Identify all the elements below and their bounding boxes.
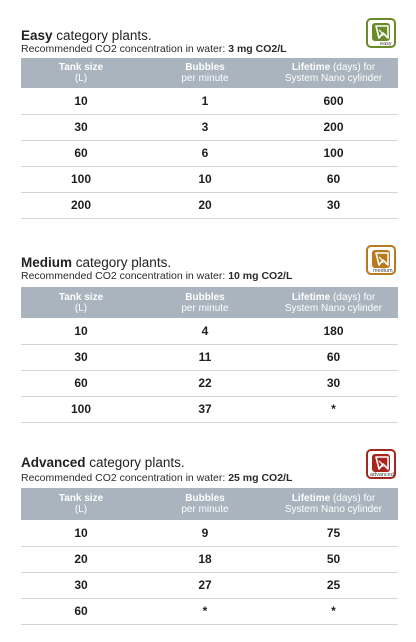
table-row xyxy=(21,520,398,546)
table-row xyxy=(21,114,398,140)
cell-tank-size: 10 xyxy=(21,520,141,546)
cell-bubbles: 20 xyxy=(141,192,269,218)
cell-bubbles: 37 xyxy=(141,396,269,422)
header-tank-size: Tank size (L) xyxy=(58,291,104,314)
badge-label: advanced xyxy=(370,472,394,478)
cell-bubbles: 6 xyxy=(141,140,269,166)
cell-lifetime: 75 xyxy=(269,520,398,546)
header-tank-size: Tank size (L) xyxy=(58,62,104,84)
cell-tank-size: 100 xyxy=(21,166,141,192)
header-lifetime: Lifetime (days) for System Nano cylinder xyxy=(284,493,383,515)
section-subtitle: Recommended CO2 concentration in water: 10 mg CO2/L xyxy=(21,270,293,282)
table-row xyxy=(21,396,398,422)
header-bubbles: Bubbles per minute xyxy=(181,62,229,84)
cell-tank-size: 60 xyxy=(21,370,141,396)
header-lifetime: Lifetime (days) for System Nano cylinder xyxy=(284,291,383,314)
cell-tank-size: 200 xyxy=(21,192,141,218)
cell-tank-size: 10 xyxy=(21,318,141,344)
cell-bubbles: 11 xyxy=(141,344,269,370)
table-row xyxy=(21,546,398,572)
easy-badge xyxy=(366,18,396,48)
header-lifetime: Lifetime (days) for System Nano cylinder xyxy=(284,62,383,84)
table-row xyxy=(21,572,398,598)
cell-lifetime: * xyxy=(269,598,398,624)
cell-tank-size: 100 xyxy=(21,396,141,422)
cell-bubbles: * xyxy=(141,598,269,624)
cell-tank-size: 30 xyxy=(21,344,141,370)
medium-badge xyxy=(366,245,396,275)
cell-tank-size: 30 xyxy=(21,572,141,598)
header-bubbles: Bubbles per minute xyxy=(181,493,229,515)
table-row xyxy=(21,88,398,114)
cell-lifetime: 600 xyxy=(269,88,398,114)
cell-bubbles: 3 xyxy=(141,114,269,140)
badge-label: easy xyxy=(380,41,392,47)
badge-label: medium xyxy=(373,268,393,274)
cell-tank-size: 10 xyxy=(21,88,141,114)
cell-lifetime: 50 xyxy=(269,546,398,572)
cell-lifetime: 60 xyxy=(269,344,398,370)
cell-lifetime: 100 xyxy=(269,140,398,166)
table-header-row xyxy=(21,488,398,520)
advanced-table-body xyxy=(21,520,398,624)
section-subtitle: Recommended CO2 concentration in water: 25 mg CO2/L xyxy=(21,472,293,484)
header-bubbles: Bubbles per minute xyxy=(181,291,229,314)
header-tank-size: Tank size (L) xyxy=(58,493,104,515)
cell-bubbles: 9 xyxy=(141,520,269,546)
cell-lifetime: * xyxy=(269,396,398,422)
table-header-row xyxy=(21,58,398,88)
cell-tank-size: 60 xyxy=(21,598,141,624)
section-title: Advanced category plants. xyxy=(21,455,185,470)
cell-bubbles: 1 xyxy=(141,88,269,114)
table-row xyxy=(21,166,398,192)
cell-bubbles: 4 xyxy=(141,318,269,344)
cell-lifetime: 30 xyxy=(269,370,398,396)
section-subtitle: Recommended CO2 concentration in water: 3 mg CO2/L xyxy=(21,43,287,55)
table-row xyxy=(21,370,398,396)
cell-tank-size: 30 xyxy=(21,114,141,140)
advanced-badge xyxy=(366,449,396,479)
section-title: Medium category plants. xyxy=(21,255,172,270)
table-row xyxy=(21,598,398,624)
cell-lifetime: 30 xyxy=(269,192,398,218)
table-row xyxy=(21,192,398,218)
advanced-table xyxy=(21,488,398,625)
cell-bubbles: 27 xyxy=(141,572,269,598)
medium-table xyxy=(21,287,398,423)
table-header-row xyxy=(21,287,398,318)
cell-bubbles: 22 xyxy=(141,370,269,396)
cell-tank-size: 60 xyxy=(21,140,141,166)
cell-lifetime: 60 xyxy=(269,166,398,192)
cell-lifetime: 180 xyxy=(269,318,398,344)
cell-lifetime: 25 xyxy=(269,572,398,598)
table-row xyxy=(21,140,398,166)
cell-tank-size: 20 xyxy=(21,546,141,572)
table-row xyxy=(21,344,398,370)
section-title: Easy category plants. xyxy=(21,28,152,43)
table-row xyxy=(21,318,398,344)
easy-table xyxy=(21,58,398,219)
medium-table-body xyxy=(21,318,398,422)
easy-table-body xyxy=(21,88,398,218)
cell-bubbles: 18 xyxy=(141,546,269,572)
cell-bubbles: 10 xyxy=(141,166,269,192)
cell-lifetime: 200 xyxy=(269,114,398,140)
